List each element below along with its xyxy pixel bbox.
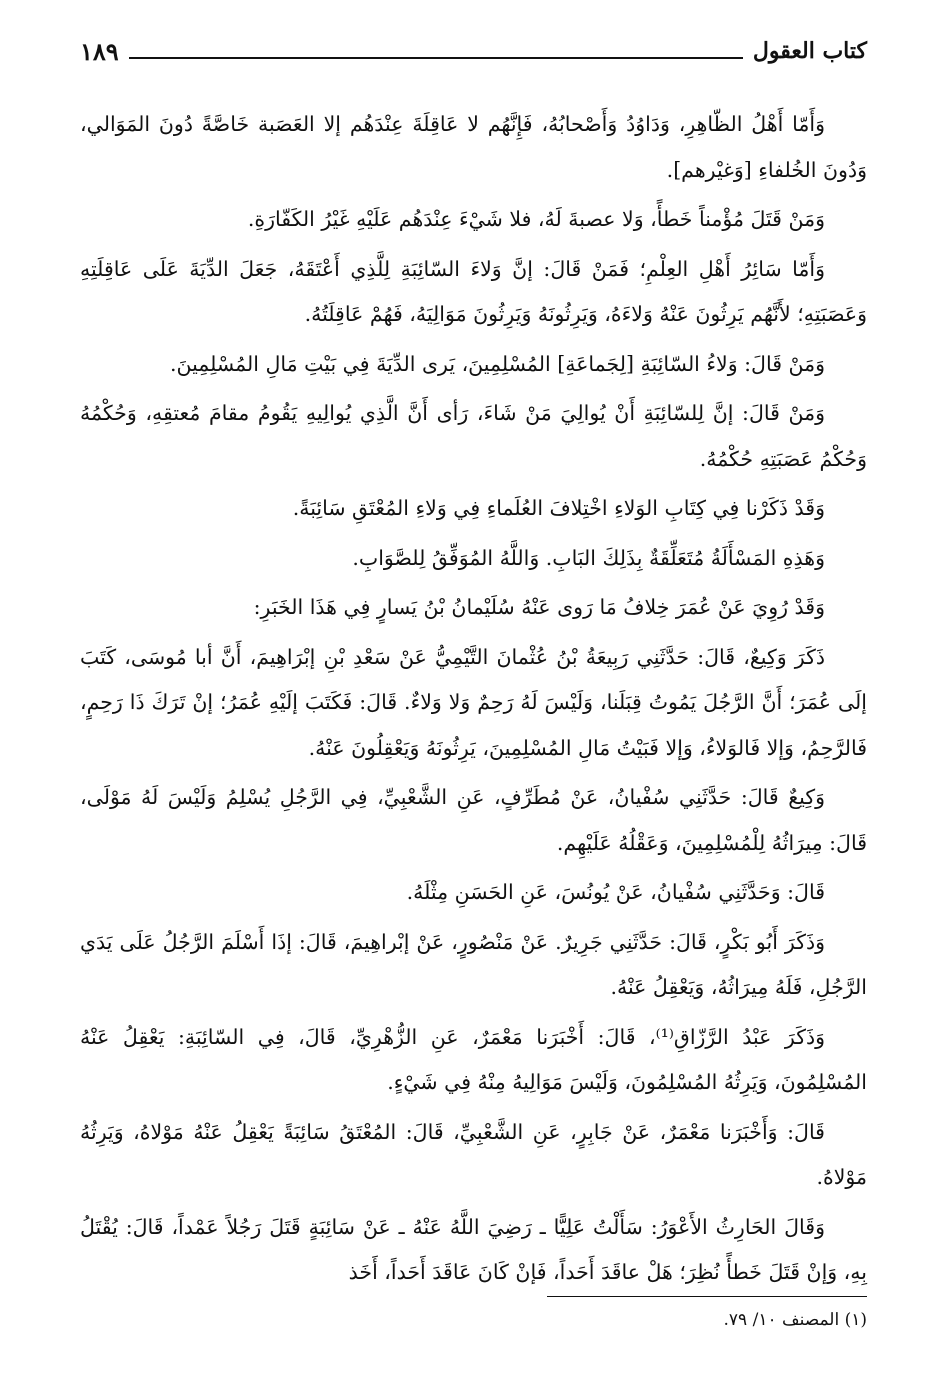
page-header xyxy=(80,34,867,68)
running-title: كتاب العقول xyxy=(752,38,867,64)
paragraph: وَمَنْ قَالَ: إنَّ لِلسّائِبَةِ أَنْ يُوالِيَ مَنْ شَاءَ، رَأى أَنَّ الَّذِي يُوالِيهِ يَقُومُ مقامَ مُعتقِهِ، وَحُكْمُهُ وَحُكْمُ عَصَبَتِهِ حُكْمُهُ. xyxy=(80,401,867,471)
paragraph: وَذَكَرَ أَبُو بَكْرٍ، قَالَ: حَدَّثَنِي جَرِيرٌ. عَنْ مَنْصُورٍ، عَنْ إبْراهِيمَ، قَالَ: إذَا أَسْلَمَ الرَّجُلُ عَلَى يَدَي الرَّجُلِ، فَلَهُ مِيرَاثُهُ، وَيَعْقِلُ عَنْهُ. xyxy=(80,929,867,999)
paragraph: وَقَدْ ذَكَرْنا فِي كِتَابِ الوَلاءِ اخْتِلافَ العُلَماءِ فِي وَلاءِ المُعْتَقِ سَائِبَةً. xyxy=(292,496,825,520)
footnote-rule xyxy=(547,1296,867,1297)
paragraph: وَأَمّا سَائِرُ أَهْلِ العِلْمِ؛ فَمَنْ قَالَ: إنَّ وَلاءَ السّائِبَةِ لِلَّذِي أَعْتَقَهُ، جَعَلَ الدِّيَةَ عَلَى عَاقِلَتِهِ وَعَصَبَتِهِ؛ لأَنَّهُم يَرِثُونَ عَنْهُ وَلاءَهُ، وَيَرِثُونَهُ وَيَرِثُونَ مَوَالِيَهُ، فَهُمْ عَاقِلَتُهُ. xyxy=(80,256,867,326)
paragraph: وَقَدْ رُوِيَ عَنْ عُمَرَ خِلافُ مَا رَوى عَنْهُ سُلَيْمانُ بْنُ يَسارٍ فِي هَذَا الخَبَرِ: xyxy=(253,595,825,619)
page-number: ١٨٩ xyxy=(80,36,119,66)
paragraph: وَذَكَرَ عَبْدُ الرَّزّاقِ⁽¹⁾، قَالَ: أَخْبَرَنا مَعْمَرٌ، عَنِ الزُّهْرِيِّ، قَالَ، فِي السّائِبَةِ: يَعْقِلُ عَنْهُ المُسْلِمُونَ، وَيَرِثُهُ المُسْلِمُونَ، وَلَيْسَ مَوَالِيهُ مِنْهُ فِي شَيْءٍ. xyxy=(80,1024,867,1094)
paragraph: وَأَمّا أَهْلُ الظّاهِرِ، وَدَاوُدُ وَأَصْحابُهُ، فَإِنَّهُم لا عَاقِلَةَ عِنْدَهُم إلا العَصَبة خَاصَّةً دُونَ المَوَالي، وَدُونَ الخُلفاءِ [وَغيْرهم]. xyxy=(80,112,867,182)
paragraph: وَمَنْ قَالَ: وَلاءُ السّائِبَةِ [لِجَماعَةِ] المُسْلِمِينَ، يَرى الدِّيَةَ فِي بَيْتِ مَالِ المُسْلِمِينَ. xyxy=(169,351,825,376)
paragraph: وَهَذِهِ المَسْأَلَةُ مُتَعَلِّقَةٌ بِذَلِكَ البَابِ. وَاللَّهُ المُوَفِّقُ لِلصَّوَابِ. xyxy=(352,545,825,570)
paragraph: وَمَنْ قَتَلَ مُؤْمناً خَطأً، وَلا عصبةَ لَهُ، فلا شَيْءَ عِنْدَهُم عَلَيْهِ غَيْرُ الكَفّارَةِ. xyxy=(247,207,825,231)
paragraph: ذَكَرَ وَكِيعٌ، قَالَ: حَدَّثَنِي رَبِيعَةُ بْنُ عُثْمانَ التَّيْمِيُّ عَنْ سَعْدِ بْنِ إبْرَاهِيمَ، أَنَّ أبا مُوسَى، كَتَبَ إلَى عُمَرَ؛ أَنَّ الرَّجُلَ يَمُوتُ قِبَلَنا، وَلَيْسَ لَهُ رَحِمٌ وَلا وَلاءٌ. قَالَ: فَكَتَبَ إلَيْهِ عُمَرُ؛ إنْ تَرَكَ ذَا رَحِمٍ، فَالرَّحِمُ، وَإلا فَالوَلاءُ، وَإلا فَبَيْتُ مَالِ المُسْلِمِينَ، يَرِثُونَهُ وَيَعْقِلُونَ عَنْهُ. xyxy=(80,644,867,760)
paragraph: وَقَالَ الحَارِثُ الأَعْوَرُ: سَأَلْتُ عَلِيًّا ـ رَضِيَ اللَّهُ عَنْهُ ـ عَنْ سَائِبَةٍ قَتَلَ رَجُلاً عَمْداً، قَالَ: يُقْتَلُ بِهِ، وَإنْ قَتَلَ خَطأً نُظِرَ؛ هَلْ عاقَدَ أَحَداً، فَإنْ كَانَ عَاقَدَ أَحَداً، أَخَذ xyxy=(80,1214,867,1284)
paragraph: قَالَ: وَأَخْبَرَنا مَعْمَرٌ، عَنْ جَابِرٍ، عَنِ الشَّعْبِيِّ، قَالَ: المُعْتَقُ سَائِبَةً يَعْقِلُ عَنْهُ مَوْلاهُ، وَيَرِثُهُ مَوْلاهُ. xyxy=(80,1119,867,1189)
header-rule xyxy=(129,57,743,59)
footnote: (١) المصنف ١٠/ ٧٩. xyxy=(723,1310,867,1330)
paragraph: قَالَ: وَحَدَّثَنِي سُفْيانُ، عَنْ يُونُسَ، عَنِ الحَسَنِ مِثْلَهُ. xyxy=(406,880,825,904)
page-body xyxy=(80,102,867,1296)
paragraph: وَكِيعٌ قَالَ: حَدَّثَنِي سُفْيانُ، عَنْ مُطَرِّفٍ، عَنِ الشَّعْبِيِّ، فِي الرَّجُلِ يُسْلِمُ وَلَيْسَ لَهُ مَوْلَى، قَالَ: مِيرَاثُهُ لِلْمُسْلِمِينَ، وَعَقْلُهُ عَلَيْهِم. xyxy=(80,785,867,855)
